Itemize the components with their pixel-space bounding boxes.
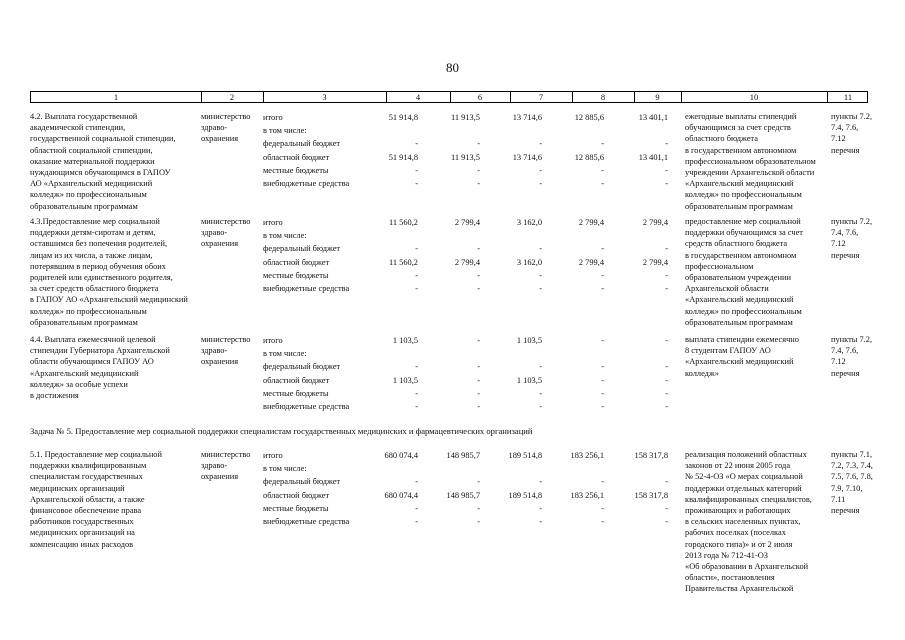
cell: - [601, 375, 604, 385]
cell: 1 103,5 [516, 375, 542, 385]
row-ministry: министерство здраво- охранения [201, 450, 251, 482]
cell [368, 229, 418, 242]
cell: - [477, 178, 480, 188]
cell [618, 124, 668, 137]
cell: - [477, 401, 480, 411]
cell: 51 914,8 [388, 152, 418, 162]
col7-values [492, 449, 542, 528]
cell: 2 799,4 [454, 257, 480, 267]
col8-values [554, 216, 604, 295]
cell [554, 229, 604, 242]
header-col-1: 1 [113, 92, 119, 102]
funding-including: в том числе: [263, 231, 307, 241]
cell: 11 560,2 [388, 218, 418, 227]
cell: - [415, 178, 418, 188]
cell: 680 074,4 [384, 451, 418, 460]
cell: 51 914,8 [388, 113, 418, 122]
cell: 183 256,1 [570, 451, 604, 460]
cell: - [601, 165, 604, 175]
row-ministry: министерство здраво- охранения [201, 217, 251, 249]
funding-sources [263, 334, 373, 413]
col6-values [430, 449, 480, 528]
funding-sources [263, 111, 373, 190]
row-name: 4.4. Выплата ежемесячной целевой стипендии Губернатора Архангельской области обучающимся ГАПОУ АО «Архангельский медицинский колледж» за особые успехи в достижения [30, 335, 170, 401]
cell: - [477, 477, 480, 487]
cell: - [539, 165, 542, 175]
funding-regional: областной бюджет [263, 257, 330, 267]
cell: - [665, 283, 668, 293]
cell: - [539, 270, 542, 280]
cell: - [415, 165, 418, 175]
cell: - [415, 388, 418, 398]
row-name: 4.3.Предоставление мер социальной поддержки детям-сиротам и детям, оставшимся без попечения родителей, лицам из их числа, а также лицам, потерявшим в период обучения обоих родителей или единственного родителя, за счет средств областного бюджета в ГАПОУ АО «Архангельский медицинский колледж» по профессиональным образовательным программам [30, 217, 188, 327]
cell: 189 514,8 [508, 490, 542, 500]
cell: 13 714,6 [512, 152, 542, 162]
funding-including: в том числе: [263, 126, 307, 136]
col6-values [430, 111, 480, 190]
col7-values [492, 216, 542, 295]
header-col-2: 2 [229, 92, 235, 102]
header-col-7: 7 [538, 92, 544, 102]
cell: 2 799,4 [578, 257, 604, 267]
cell: - [477, 362, 480, 372]
cell: - [415, 244, 418, 254]
cell: - [601, 336, 604, 345]
cell: - [539, 401, 542, 411]
cell: - [415, 503, 418, 513]
cell: - [601, 362, 604, 372]
cell [492, 462, 542, 475]
cell: - [415, 401, 418, 411]
cell: 1 103,5 [392, 375, 418, 385]
cell: 11 913,5 [450, 152, 480, 162]
cell: - [477, 270, 480, 280]
col4-values [368, 334, 418, 413]
cell: 158 317,8 [634, 451, 668, 460]
row-result: ежегодные выплаты стипендий обучающимся за счет средств областного бюджета в государственном автономном профессиональном образовательном учреждении Архангельской области «Архангельский медицинский колледж» по профессиональным образовательным программам [685, 112, 816, 211]
funding-local: местные бюджеты [263, 503, 329, 513]
cell: - [415, 516, 418, 526]
cell: - [539, 362, 542, 372]
cell [430, 124, 480, 137]
cell: - [665, 244, 668, 254]
funding-total: итого [263, 218, 283, 227]
col9-values [618, 216, 668, 295]
cell: - [539, 388, 542, 398]
cell [368, 124, 418, 137]
cell: - [601, 516, 604, 526]
cell: 13 401,1 [638, 113, 668, 122]
page-number: 80 [446, 60, 459, 75]
col7-values [492, 334, 542, 413]
cell [554, 347, 604, 360]
cell: 2 799,4 [578, 218, 604, 227]
cell: 183 256,1 [570, 490, 604, 500]
cell: - [539, 477, 542, 487]
funding-sources [263, 449, 373, 528]
col8-values [554, 111, 604, 190]
cell: - [415, 270, 418, 280]
cell: 148 985,7 [446, 451, 480, 460]
cell [492, 229, 542, 242]
col7-values [492, 111, 542, 190]
cell: - [415, 139, 418, 149]
cell: 680 074,4 [384, 490, 418, 500]
col9-values [618, 449, 668, 528]
cell: 189 514,8 [508, 451, 542, 460]
cell: 148 985,7 [446, 490, 480, 500]
cell: - [477, 388, 480, 398]
row-name: 4.2. Выплата государственной академической стипендии, государственной социальной стипендии, областной социальной стипендии, оказание материальной поддержки нуждающимся обучающимся в ГАПОУ АО «Архангельский медицинский колледж» по профессиональным образовательным программам [30, 112, 176, 211]
cell: - [665, 165, 668, 175]
col4-values [368, 449, 418, 528]
funding-extrabudget: внебюджетные средства [263, 401, 350, 411]
table-header [30, 91, 868, 103]
cell: - [665, 139, 668, 149]
cell: - [601, 503, 604, 513]
task-heading: Задача № 5. Предоставление мер социальной поддержки специалистам государственных медицинских и фармацевтических организаций [30, 426, 533, 436]
cell: - [415, 283, 418, 293]
header-col-8: 8 [600, 92, 606, 102]
header-col-10: 10 [749, 92, 759, 102]
cell: - [477, 503, 480, 513]
cell [618, 229, 668, 242]
row-result: предоставление мер социальной поддержки обучающимся за счет средств областного бюджета в государственном автономном профессиональном образовательном учреждении Архангельской области «Архангельский медицинский колледж» по профессиональным образовательным программам [685, 217, 803, 327]
row-points: пункты 7.1, 7.2, 7.3, 7.4, 7.5, 7.6, 7.8, 7.9, 7.10, 7.11 перечня [831, 450, 873, 516]
cell: - [601, 388, 604, 398]
cell: 11 560,2 [388, 257, 418, 267]
cell: - [665, 388, 668, 398]
funding-local: местные бюджеты [263, 165, 329, 175]
header-col-11: 11 [843, 92, 853, 102]
cell: 13 401,1 [638, 152, 668, 162]
cell: 11 913,5 [450, 113, 480, 122]
cell: 2 799,4 [454, 218, 480, 227]
cell: - [477, 336, 480, 345]
cell: 2 799,4 [642, 218, 668, 227]
cell: - [665, 336, 668, 345]
funding-extrabudget: внебюджетные средства [263, 178, 350, 188]
cell: - [601, 244, 604, 254]
row-points: пункты 7.2, 7.4, 7.6, 7.12 перечня [831, 335, 873, 378]
col6-values [430, 216, 480, 295]
cell: - [477, 283, 480, 293]
row-points: пункты 7.2, 7.4, 7.6, 7.12 перечня [831, 217, 873, 260]
cell: - [539, 283, 542, 293]
funding-federal: федеральный бюджет [263, 139, 341, 149]
funding-federal: федеральный бюджет [263, 477, 341, 487]
funding-sources [263, 216, 373, 295]
col9-values [618, 334, 668, 413]
funding-regional: областной бюджет [263, 375, 330, 385]
cell: - [539, 178, 542, 188]
cell: - [665, 503, 668, 513]
funding-regional: областной бюджет [263, 152, 330, 162]
col8-values [554, 334, 604, 413]
cell [492, 347, 542, 360]
cell: - [415, 477, 418, 487]
cell: - [665, 477, 668, 487]
row-ministry: министерство здраво- охранения [201, 112, 251, 144]
cell: - [601, 283, 604, 293]
cell: 1 103,5 [392, 336, 418, 345]
col8-values [554, 449, 604, 528]
cell: 2 799,4 [642, 257, 668, 267]
funding-local: местные бюджеты [263, 270, 329, 280]
funding-federal: федеральный бюджет [263, 244, 341, 254]
cell: - [601, 270, 604, 280]
header-col-4: 4 [415, 92, 421, 102]
cell [430, 347, 480, 360]
cell: 3 162,0 [516, 257, 542, 267]
cell: - [665, 401, 668, 411]
row-name: 5.1. Предоставление мер социальной поддержки квалифицированным специалистам государственных медицинских организаций Архангельской области, а также финансовое обеспечение права работников государственных медицинских организаций на компенсацию иных расходов [30, 450, 162, 549]
cell [554, 462, 604, 475]
funding-total: итого [263, 451, 283, 460]
funding-total: итого [263, 336, 283, 345]
cell: 13 714,6 [512, 113, 542, 122]
cell: - [601, 139, 604, 149]
header-col-9: 9 [655, 92, 660, 102]
funding-extrabudget: внебюджетные средства [263, 283, 350, 293]
cell: - [665, 270, 668, 280]
col4-values [368, 111, 418, 190]
col9-values [618, 111, 668, 190]
cell [430, 462, 480, 475]
cell: - [601, 178, 604, 188]
cell: - [601, 477, 604, 487]
cell: - [415, 362, 418, 372]
funding-local: местные бюджеты [263, 388, 329, 398]
funding-regional: областной бюджет [263, 490, 330, 500]
cell: 1 103,5 [516, 336, 542, 345]
cell: - [539, 516, 542, 526]
cell: - [477, 165, 480, 175]
funding-total: итого [263, 113, 283, 122]
cell: 3 162,0 [516, 218, 542, 227]
cell: 12 885,6 [574, 152, 604, 162]
cell: - [665, 375, 668, 385]
header-col-3: 3 [322, 92, 327, 102]
cell: - [539, 503, 542, 513]
cell [492, 124, 542, 137]
cell: - [477, 244, 480, 254]
col6-values [430, 334, 480, 413]
cell [618, 462, 668, 475]
cell: - [477, 375, 480, 385]
cell: 158 317,8 [634, 490, 668, 500]
row-ministry: министерство здраво- охранения [201, 335, 251, 367]
funding-federal: федеральный бюджет [263, 362, 341, 372]
cell: - [665, 362, 668, 372]
cell: - [539, 139, 542, 149]
cell: - [539, 244, 542, 254]
row-result: реализация положений областных законов от 22 июня 2005 года № 52-4-ОЗ «О мерах социальной поддержки отдельных категорий квалифицированных специалистов, проживающих и работающих в сельских населенных пунктах, рабочих поселках (поселках городского типа)» и от 2 июля 2013 года № 712-41-ОЗ «Об образовании в Архангельской области», постановления Правительства Архангельской [685, 450, 812, 594]
row-points: пункты 7.2, 7.4, 7.6, 7.12 перечня [831, 112, 873, 155]
header-col-6: 6 [477, 92, 483, 102]
funding-including: в том числе: [263, 349, 307, 359]
cell [430, 229, 480, 242]
cell: - [601, 401, 604, 411]
cell [368, 462, 418, 475]
funding-including: в том числе: [263, 464, 307, 474]
cell [618, 347, 668, 360]
cell: 12 885,6 [574, 113, 604, 122]
cell: - [477, 516, 480, 526]
cell: - [665, 178, 668, 188]
cell [368, 347, 418, 360]
row-result: выплата стипендии ежемесячно 8 студентам ГАПОУ АО «Архангельский медицинский колледж» [685, 335, 799, 378]
col4-values [368, 216, 418, 295]
cell: - [477, 139, 480, 149]
funding-extrabudget: внебюджетные средства [263, 516, 350, 526]
cell [554, 124, 604, 137]
cell: - [665, 516, 668, 526]
